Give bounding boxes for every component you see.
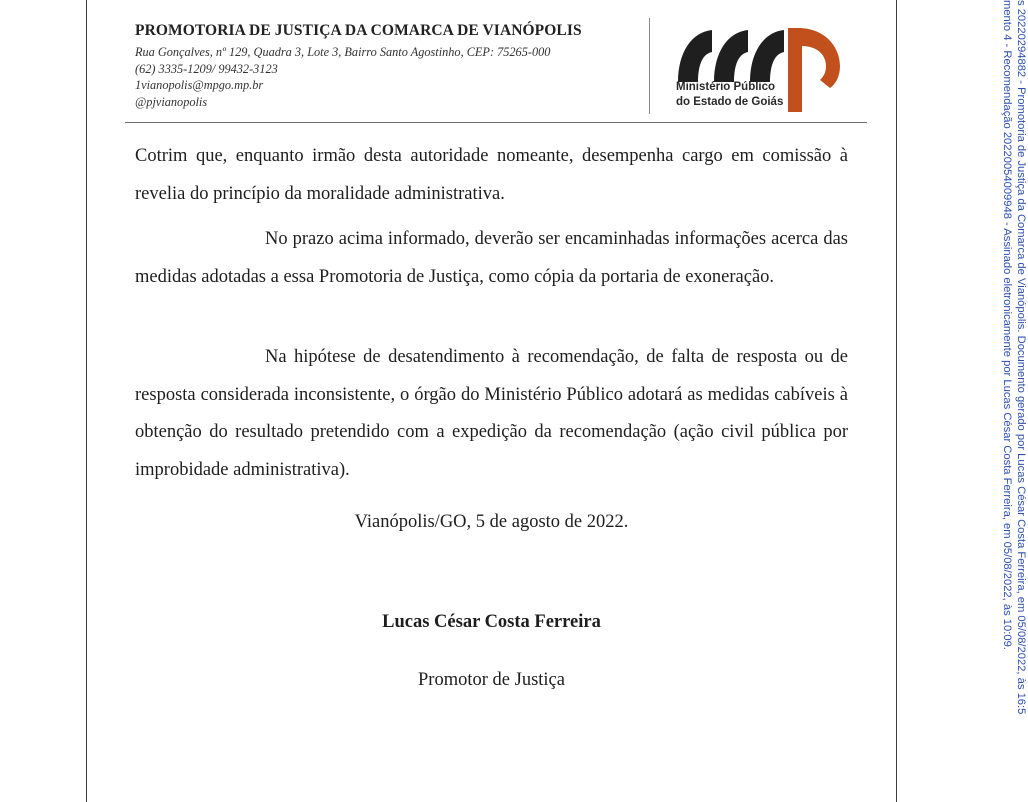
org-address: Rua Gonçalves, nº 129, Quadra 3, Lote 3, Bairro Santo Agostinho, CEP: 75265-000 — [135, 45, 551, 59]
signer-name: Lucas César Costa Ferreira — [382, 612, 601, 632]
org-phone: (62) 3335-1209/ 99432-3123 — [135, 61, 278, 76]
logo-accent-shape — [788, 28, 840, 112]
org-social: @pjvianopolis — [135, 94, 208, 109]
logo-caption — [676, 80, 783, 110]
letterhead — [125, 0, 867, 123]
document-page — [86, 0, 897, 802]
logo-caption-line2: do Estado de Goiás — [676, 96, 784, 108]
logo-stroke-2 — [714, 30, 748, 82]
stamp-line-2: mento 4 - Recomendação 20220054009948 - Assinado eletronicamente por Lucas César Costa Ferreira, em 05/08/2022, às 10:09. — [1001, 0, 1013, 650]
letterhead-text — [135, 22, 582, 110]
header-divider — [649, 18, 650, 114]
paragraph-3: Na hipótese de desatendimento à recomendação, de falta de resposta ou de resposta considerada inconsistente, o órgão do Ministério Público adotará as medidas cabíveis à obtenção do resultado pretendido com a expedição da recomendação (ação civil pública por improbidade administrativa). — [135, 347, 848, 480]
paragraph-2: No prazo acima informado, deverão ser encaminhadas informações acerca das medidas adotadas a essa Promotoria de Justiça, como cópia da portaria de exoneração. — [135, 229, 848, 287]
signer-role: Promotor de Justiça — [418, 670, 565, 690]
org-email: 1vianopolis@mpgo.mp.br — [135, 78, 264, 92]
stamp-line-1: s 20220294882 - Promotoria de Justiça da Comarca de Vianópolis. Documento gerado por Lucas César Costa Ferreira, em 05/08/2022, às 16:5 — [1015, 0, 1027, 715]
org-title: PROMOTORIA DE JUSTIÇA DA COMARCA DE VIANÓPOLIS — [135, 22, 582, 39]
logo-stroke-3 — [750, 30, 784, 82]
paragraph-1: Cotrim que, enquanto irmão desta autoridade nomeante, desempenha cargo em comissão à revelia do princípio da moralidade administrativa. — [135, 146, 848, 204]
logo-caption-line1: Ministério Público — [676, 81, 776, 93]
logo-stroke-1 — [678, 30, 712, 82]
electronic-signature-stamp — [1000, 0, 1028, 714]
document-date: Vianópolis/GO, 5 de agosto de 2022. — [354, 512, 629, 532]
